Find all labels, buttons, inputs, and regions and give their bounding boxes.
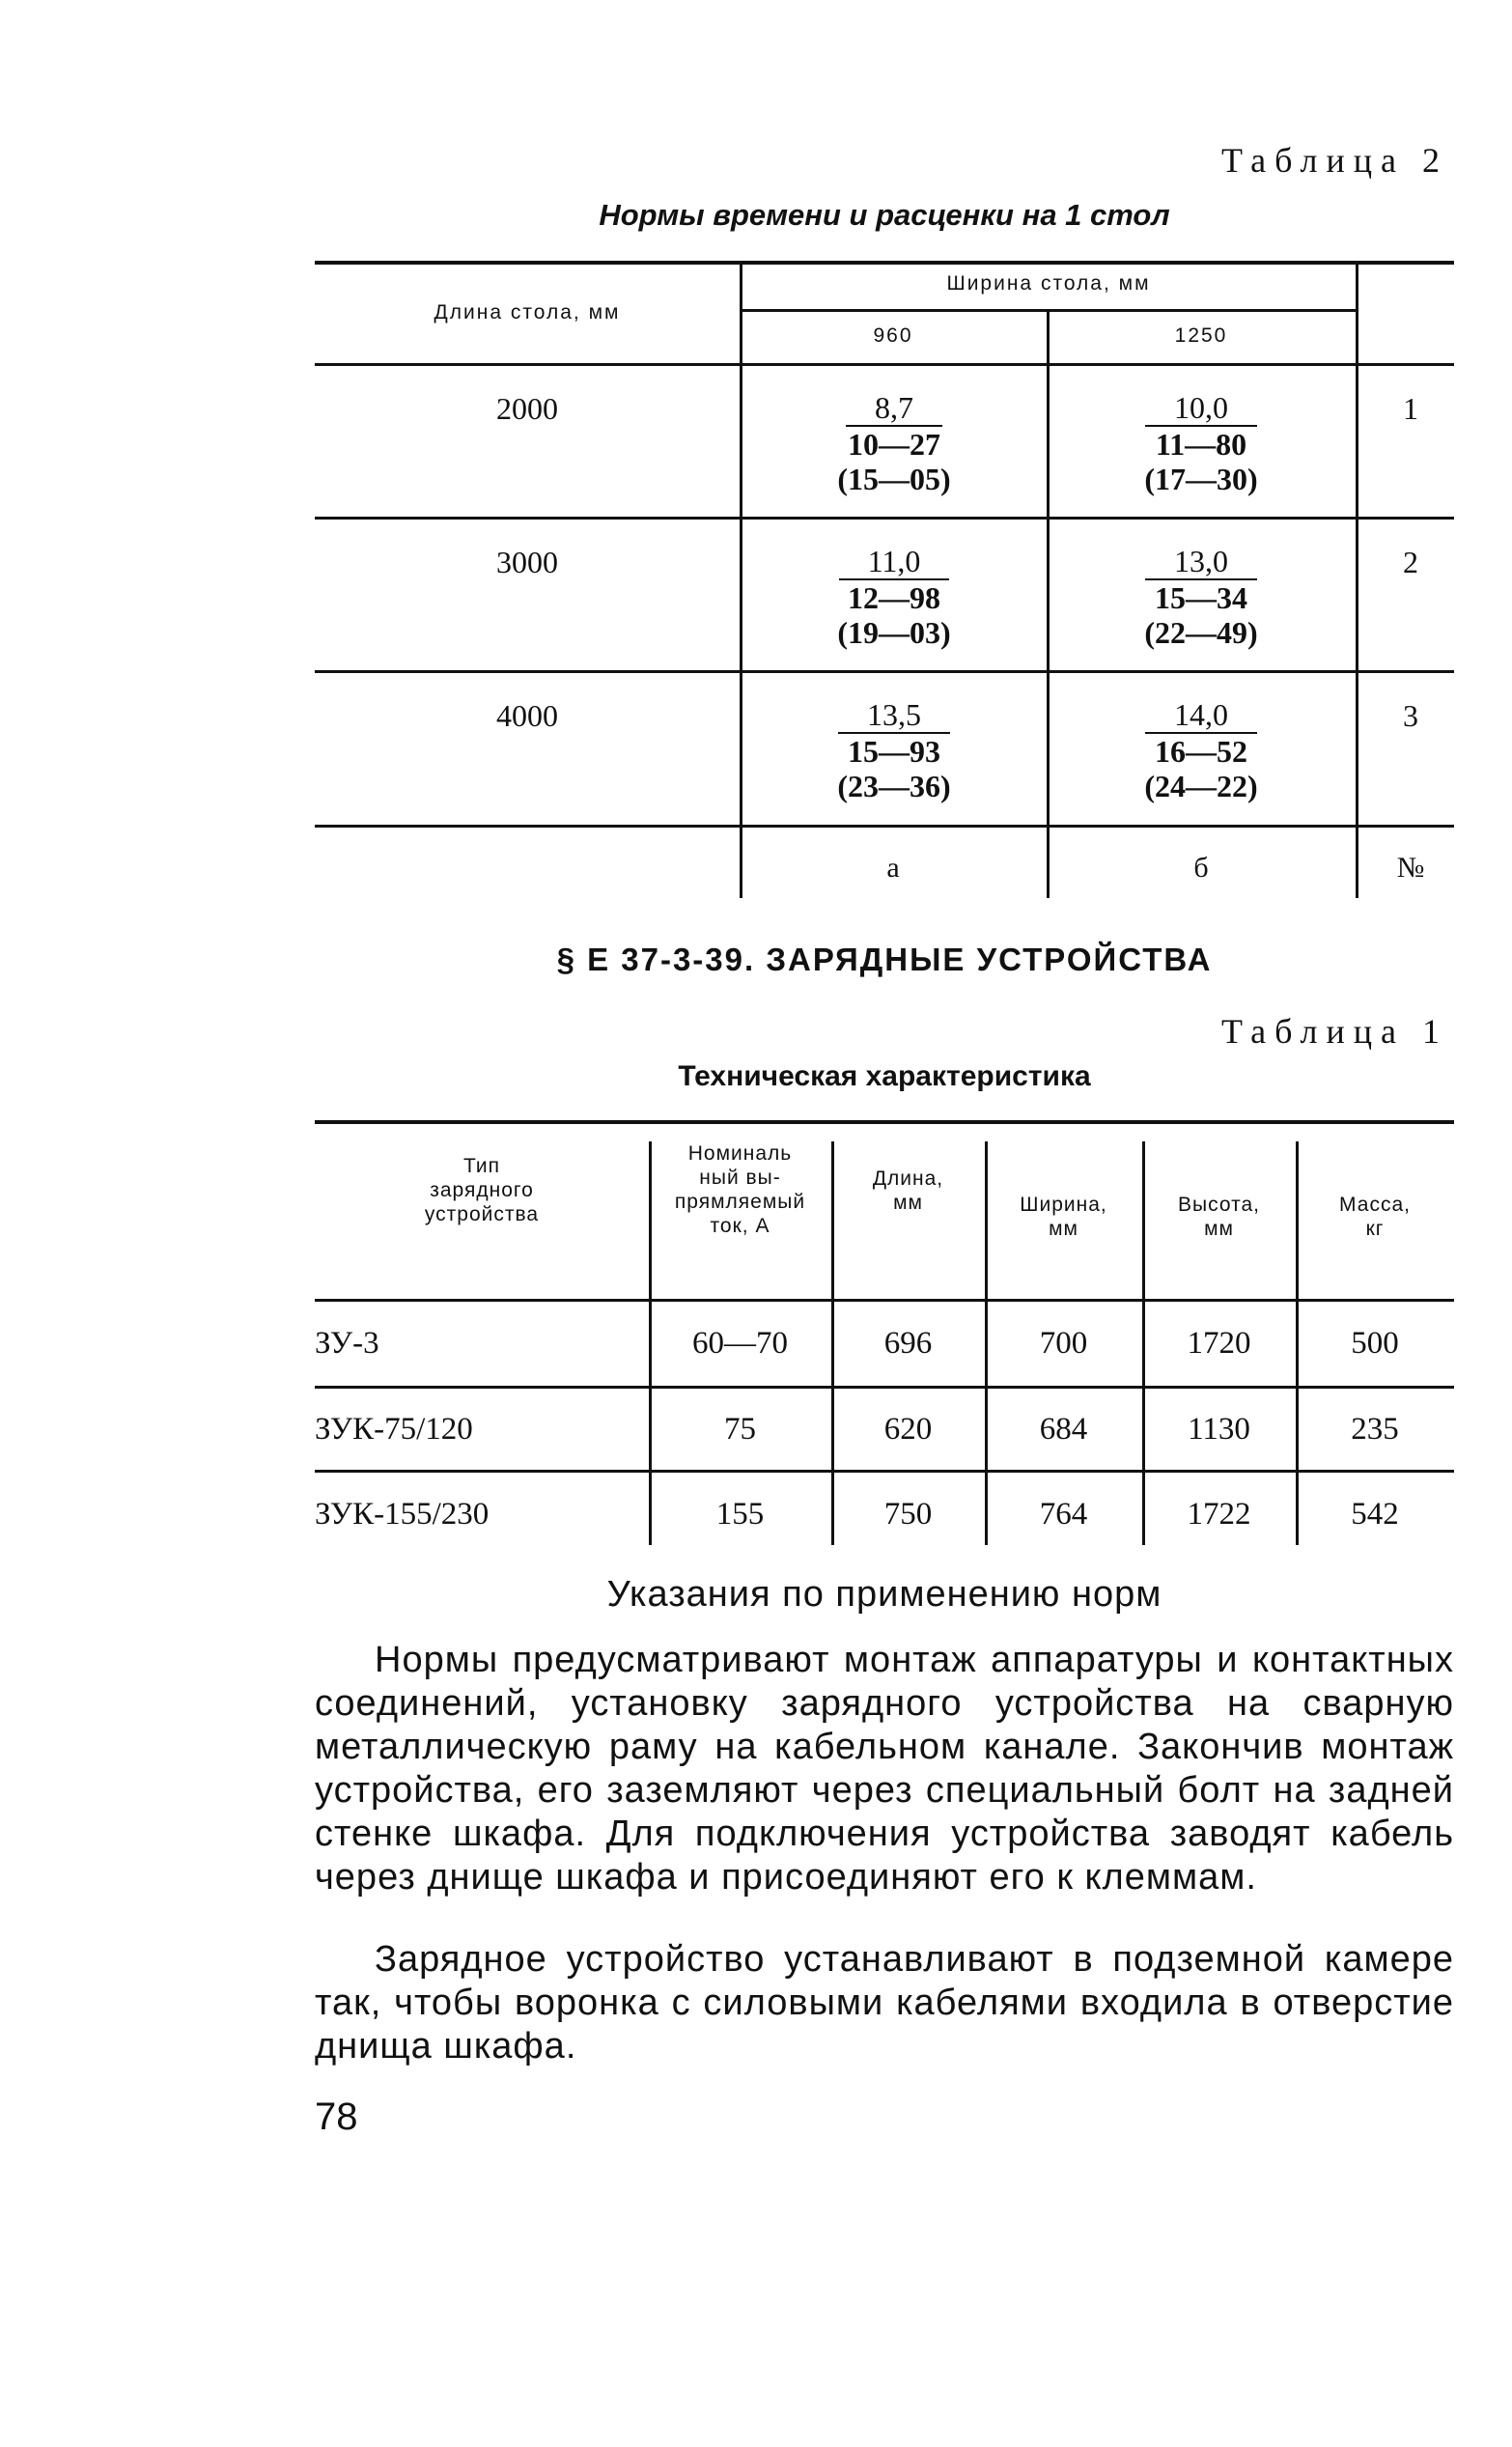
rate-value: 12—98 [848, 580, 940, 615]
table1-caption: Таблица 1 [1221, 1012, 1448, 1051]
row-length: 3000 [496, 545, 558, 579]
rate-alt-value: (22—49) [1144, 615, 1258, 650]
current-cell: 155 [715, 1497, 765, 1532]
length-cell: 696 [883, 1326, 933, 1361]
instructions-paragraph-1: Нормы предусматривают монтаж аппаратуры и контактных соединений, установку зарядного устройства на сварную металлическую раму на кабельном канале. Закончив монтаж устройства, его заземляют через специальный болт на задней стенке шкафа. Для подключения устройства заводят кабель через днище шкафа и присоединяют его к клеммам. [315, 1640, 1454, 1898]
table2-row-rule [315, 825, 1454, 828]
table1-row-rule [315, 1470, 1454, 1473]
height-cell: 1720 [1187, 1326, 1251, 1361]
header-table-width: Ширина стола, мм [946, 272, 1151, 295]
norm-value: 13,5 [838, 697, 950, 734]
height-cell: 1130 [1188, 1412, 1250, 1447]
row-length: 4000 [496, 698, 558, 733]
instructions-heading: Указания по применению норм [606, 1574, 1162, 1615]
norm-cell [798, 544, 991, 650]
header-mass [1296, 1193, 1454, 1241]
norm-cell [1105, 544, 1298, 650]
norm-cell [1105, 697, 1298, 803]
page-number: 78 [315, 2095, 358, 2138]
table2-col-rule [1047, 309, 1050, 898]
column-label-a: а [886, 852, 900, 884]
rate-alt-value: (24—22) [1144, 769, 1258, 803]
header-device-type [315, 1154, 649, 1226]
header-height [1142, 1193, 1296, 1241]
header-line: мм [1204, 1218, 1234, 1240]
length-cell: 620 [883, 1412, 933, 1447]
table2-col-rule [740, 261, 742, 898]
mass-cell: 500 [1351, 1326, 1399, 1361]
instructions-paragraph-2: Зарядное устройство устанавливают в подземной камере так, чтобы воронка с силовыми кабелями входила в отверстие днища шкафа. [315, 1939, 1454, 2067]
rate-alt-value: (15—05) [837, 462, 951, 496]
header-line: устройства [424, 1203, 540, 1225]
current-cell: 60—70 [692, 1326, 788, 1361]
table2 [315, 261, 1454, 898]
header-table-length: Длина стола, мм [434, 301, 621, 323]
norm-value: 13,0 [1145, 544, 1257, 580]
table1-title: Техническая характеристика [678, 1060, 1091, 1092]
row-number: 1 [1403, 391, 1418, 426]
header-line: мм [893, 1192, 923, 1214]
header-line: Ширина, [1020, 1194, 1107, 1216]
table1-header-rule [315, 1299, 1454, 1302]
mass-cell: 542 [1351, 1497, 1399, 1532]
section-title: § Е 37-3-39. ЗАРЯДНЫЕ УСТРОЙСТВА [556, 942, 1213, 977]
header-line: Высота, [1178, 1194, 1260, 1216]
norm-cell [1105, 390, 1298, 496]
row-number: 3 [1403, 698, 1418, 733]
header-width-960: 960 [873, 324, 913, 347]
norm-cell [798, 390, 991, 496]
device-type-cell: ЗУК-75/120 [315, 1412, 473, 1447]
column-label-b: б [1193, 852, 1209, 884]
rate-alt-value: (23—36) [837, 769, 951, 803]
table2-title: Нормы времени и расценки на 1 стол [599, 198, 1170, 232]
mass-cell: 235 [1351, 1412, 1399, 1447]
width-cell: 700 [1039, 1326, 1088, 1361]
header-line: Длина, [872, 1167, 944, 1190]
device-type-cell: ЗУК-155/230 [315, 1497, 490, 1532]
header-line: ток, А [710, 1215, 770, 1237]
table2-top-rule [315, 261, 1454, 265]
rate-alt-value: (19—03) [837, 615, 951, 650]
current-cell: 75 [724, 1412, 756, 1447]
rate-value: 11—80 [1155, 427, 1247, 462]
header-line: прямляемый [674, 1191, 806, 1213]
height-cell: 1722 [1187, 1497, 1251, 1532]
length-cell: 750 [883, 1497, 933, 1532]
header-line: зарядного [430, 1179, 534, 1201]
rate-alt-value: (17—30) [1144, 462, 1258, 496]
header-line: мм [1049, 1218, 1078, 1240]
width-cell: 764 [1039, 1497, 1088, 1532]
norm-value: 10,0 [1145, 390, 1257, 427]
rate-value: 16—52 [1155, 734, 1247, 769]
norm-value: 11,0 [839, 544, 950, 580]
table1-row-rule [315, 1386, 1454, 1389]
norm-value: 8,7 [846, 390, 942, 427]
table2-caption: Таблица 2 [1221, 141, 1448, 180]
header-length [831, 1167, 985, 1215]
width-cell: 684 [1039, 1412, 1088, 1447]
header-line: кг [1365, 1218, 1385, 1240]
header-line: Тип [462, 1155, 500, 1177]
device-type-cell: ЗУ-3 [315, 1326, 379, 1361]
row-number: 2 [1403, 545, 1418, 579]
column-label-num: № [1396, 852, 1425, 884]
table1-top-rule [315, 1120, 1454, 1124]
header-line: Масса, [1339, 1194, 1411, 1216]
header-width-1250: 1250 [1174, 324, 1228, 347]
table2-row-rule [315, 517, 1454, 520]
rate-value: 15—93 [848, 734, 940, 769]
norm-value: 14,0 [1145, 697, 1257, 734]
row-length: 2000 [496, 391, 558, 426]
rate-value: 10—27 [848, 427, 940, 462]
table2-header-rule [315, 363, 1454, 366]
header-line: Номиналь [687, 1142, 793, 1165]
rate-value: 15—34 [1155, 580, 1247, 615]
header-width [985, 1193, 1142, 1241]
table1 [315, 1120, 1454, 1545]
table2-row-rule [315, 670, 1454, 673]
header-rated-current [649, 1141, 831, 1238]
norm-cell [798, 697, 991, 803]
header-line: ный вы- [699, 1167, 781, 1189]
